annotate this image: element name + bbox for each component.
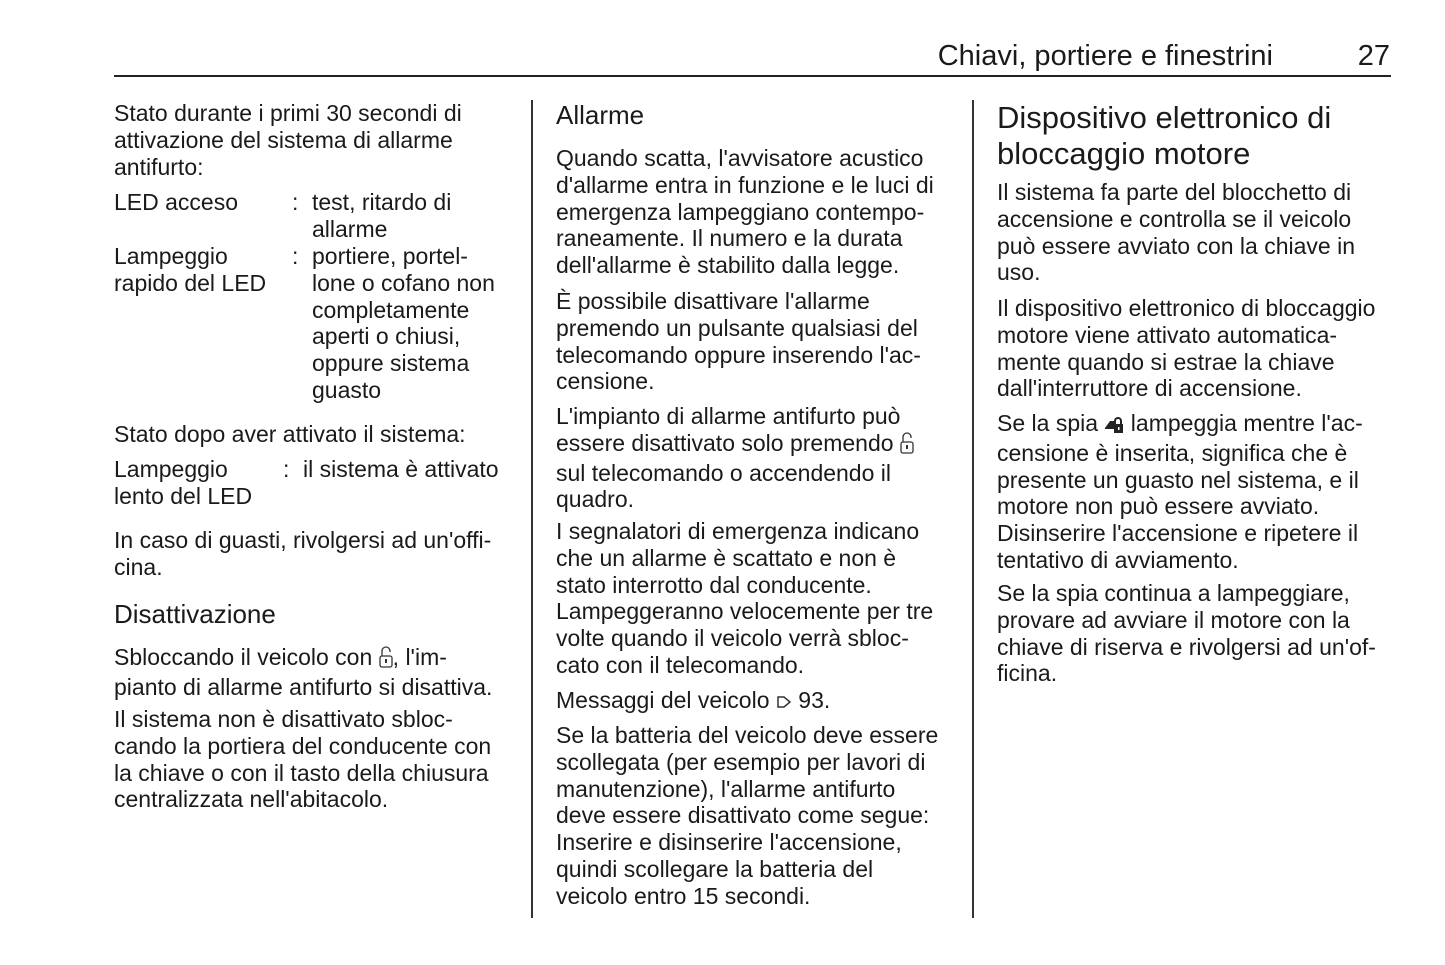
section-heading: Allarme xyxy=(556,100,645,130)
paragraph: Se la batteria del veicolo deve essere scollegata (per esempio per lavori di manutenzione), l'allarme antifurto deve essere disattivato come segue: Inserire e disinserire l'accensione, quindi scollegare la batteria del veicolo entro 15 secondi. xyxy=(556,722,939,909)
table-colon: : xyxy=(292,243,299,269)
table-label: Lampeggio lento del LED xyxy=(114,456,253,509)
paragraph: È possibile disattivare l'allarme premendo un pulsante qualsiasi del telecomando oppure inserendo l'ac- censione. xyxy=(556,288,921,395)
section-heading: Dispositivo elettronico di bloccaggio motore xyxy=(997,100,1332,171)
immobilizer-warning-icon xyxy=(1104,413,1124,440)
column-divider xyxy=(531,100,533,918)
paragraph: Stato dopo aver attivato il sistema: xyxy=(114,421,466,447)
section-heading: Disattivazione xyxy=(114,599,276,629)
text: Sbloccando il veicolo con xyxy=(114,644,379,670)
text: sul telecomando o accendendo il quadro. xyxy=(556,459,892,513)
section-title: Chiavi, portiere e finestrini xyxy=(937,40,1273,72)
page-reference-arrow-icon xyxy=(776,690,792,717)
text: lampeggia mentre l'ac- censione è inserita, significa che è presente un guasto nel sistema, e il motore non può essere avviato. Disinserire l'accensione e ripetere il tentativo di avviamento. xyxy=(997,410,1363,573)
paragraph xyxy=(556,687,830,717)
table-value: test, ritardo di allarme xyxy=(312,189,452,242)
paragraph: In caso di guasti, rivolgersi ad un'offi- cina. xyxy=(114,527,492,580)
text: , l'im- pianto di allarme antifurto si disattiva. xyxy=(114,644,493,700)
page-reference[interactable]: 93. xyxy=(798,687,831,713)
table-colon: : xyxy=(292,189,299,215)
paragraph: Quando scatta, l'avvisatore acustico d'allarme entra in funzione e le luci di emergenza lampeggiano contempo- raneamente. Il numero e la durata dell'allarme è stabilito dalla legge. xyxy=(556,145,934,279)
paragraph: Se la spia continua a lampeggiare, provare ad avviare il motore con la chiave di riserva e rivolgersi ad un'of- ficina. xyxy=(997,580,1376,687)
paragraph: I segnalatori di emergenza indicano che un allarme è scattato e non è stato interrotto dal conducente. Lampeggeranno velocemente per tre volte quando il veicolo verrà sbloc- cato con il telecomando. xyxy=(556,518,934,678)
table-label: LED acceso xyxy=(114,189,239,215)
intro-paragraph: Stato durante i primi 30 secondi di attivazione del sistema di allarme antifurto: xyxy=(114,100,462,180)
paragraph xyxy=(556,403,914,513)
paragraph: Il sistema fa parte del blocchetto di accensione e controlla se il veicolo può essere avviato con la chiave in uso. xyxy=(997,179,1355,286)
table-value: portiere, portel- lone o cofano non completamente aperti o chiusi, oppure sistema guasto xyxy=(312,243,495,403)
text: Messaggi del veicolo xyxy=(556,687,776,713)
table-value: il sistema è attivato xyxy=(303,456,499,482)
paragraph xyxy=(997,410,1363,574)
paragraph: Il sistema non è disattivato sbloc- cando la portiera del conducente con la chiave o con il tasto della chiusura centralizzata nell'abitacolo. xyxy=(114,706,492,813)
paragraph: Il dispositivo elettronico di bloccaggio motore viene attivato automatica- mente quando si estrae la chiave dall'interruttore di accensione. xyxy=(997,295,1376,402)
text: Se la spia xyxy=(997,410,1105,436)
unlock-icon xyxy=(900,432,914,460)
paragraph xyxy=(114,644,492,701)
column-divider xyxy=(972,100,974,918)
table-colon: : xyxy=(283,456,290,482)
table-label: Lampeggio rapido del LED xyxy=(114,243,267,296)
text: L'impianto di allarme antifurto può essere disattivato solo premendo xyxy=(556,403,901,456)
header-rule xyxy=(114,75,1391,77)
page-number: 27 xyxy=(1357,40,1390,72)
unlock-icon xyxy=(379,646,393,674)
